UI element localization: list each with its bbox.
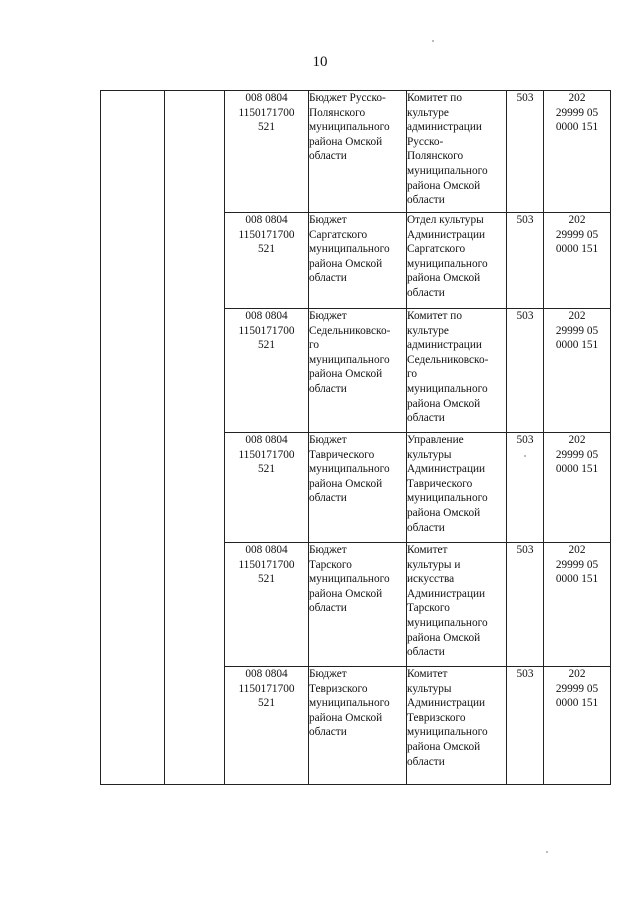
revenue-code-cell-line: 202 [568, 668, 586, 680]
administrator-code-cell: 503 [507, 213, 544, 309]
administrator-name-cell-line: культуре [407, 324, 449, 337]
classification-code-cell-line: 1150171700 [238, 558, 295, 571]
administrator-name-cell-line: Седельниковско- [407, 353, 489, 366]
administrator-name-cell-line: Администрации [407, 587, 486, 600]
administrator-name-cell [407, 433, 507, 543]
budget-name-cell [309, 667, 407, 785]
budget-name-cell-line: Таврического [309, 448, 375, 461]
administrator-name-cell-line: Администрации [407, 228, 486, 241]
budget-name-cell-line: муниципального [309, 243, 390, 256]
classification-code-cell-line: 008 0804 [245, 544, 288, 556]
administrator-name-cell [407, 667, 507, 785]
administrator-name-cell-line: муниципального [407, 164, 488, 177]
classification-code-cell-line: 008 0804 [245, 92, 288, 104]
administrator-name-cell-line: области [407, 521, 445, 534]
budget-name-cell-line: района Омской [309, 257, 383, 270]
budget-name-cell-line: муниципального [309, 463, 390, 476]
administrator-name-cell [407, 543, 507, 667]
administrator-name-cell-line: Комитет [407, 544, 448, 556]
classification-code-cell-line: 1150171700 [238, 448, 295, 461]
revenue-code-cell-line: 29999 05 [555, 682, 599, 695]
administrator-name-cell-line: Полянского [407, 150, 464, 163]
budget-name-cell-line: Бюджет [309, 668, 347, 680]
administrator-code-cell: 503 [507, 667, 544, 785]
classification-code-cell [225, 91, 309, 213]
classification-code-cell [225, 309, 309, 433]
administrator-name-cell-line: муниципального [407, 257, 488, 270]
administrator-name-cell-line: культуре [407, 106, 449, 119]
administrator-code-cell: 503 [507, 91, 544, 213]
administrator-name-cell-line: области [407, 286, 445, 299]
budget-name-cell-line: области [309, 492, 347, 505]
classification-code-cell-line: 521 [258, 121, 275, 134]
administrator-code-cell: 503 [507, 543, 544, 667]
revenue-code-cell-line: 0000 151 [555, 339, 599, 352]
administrator-name-cell-line: го [407, 368, 418, 381]
classification-code-cell-line: 008 0804 [245, 214, 288, 226]
administrator-name-cell-line: Саргатского [407, 243, 466, 256]
administrator-name-cell-line: Администрации [407, 463, 486, 476]
classification-code-cell [225, 667, 309, 785]
administrator-name-cell-line: муниципального [407, 726, 488, 739]
page-number: 10 [312, 54, 328, 70]
classification-code-cell-line: 008 0804 [245, 310, 288, 322]
classification-code-cell-line: 521 [258, 243, 275, 256]
administrator-name-cell-line: администрации [407, 339, 482, 352]
administrator-name-cell-line: Комитет [407, 668, 448, 680]
classification-code-cell [225, 543, 309, 667]
revenue-code-cell-line: 202 [568, 544, 586, 556]
budget-name-cell-line: области [309, 382, 347, 395]
budget-name-cell-line: Полянского [309, 106, 366, 119]
revenue-code-cell-line: 0000 151 [555, 573, 599, 586]
left-empty-column [101, 91, 165, 785]
budget-name-cell [309, 543, 407, 667]
budget-name-cell [309, 309, 407, 433]
administrator-name-cell-line: области [407, 412, 445, 425]
revenue-code-cell-line: 29999 05 [555, 558, 599, 571]
revenue-code-cell-line: 0000 151 [555, 463, 599, 476]
budget-name-cell-line: Тарского [309, 558, 352, 571]
administrator-name-cell-line: Русско- [407, 135, 444, 148]
administrator-name-cell-line: культуры и [407, 558, 461, 571]
classification-code-cell-line: 008 0804 [245, 434, 288, 446]
administrator-name-cell-line: Комитет по [407, 310, 463, 322]
revenue-code-cell-line: 202 [568, 434, 586, 446]
table-row [101, 91, 611, 213]
revenue-code-cell-line: 0000 151 [555, 243, 599, 256]
budget-name-cell-line: области [309, 150, 347, 163]
administrator-name-cell-line: администрации [407, 121, 482, 134]
administrator-name-cell-line: культуры [407, 448, 452, 461]
classification-code-cell-line: 521 [258, 573, 275, 586]
administrator-name-cell-line: Администрации [407, 697, 486, 710]
revenue-code-cell-line: 29999 05 [555, 448, 599, 461]
budget-name-cell-line: го [309, 339, 320, 352]
budget-name-cell-line: области [309, 726, 347, 739]
administrator-name-cell-line: муниципального [407, 382, 488, 395]
administrator-name-cell-line: муниципального [407, 616, 488, 629]
revenue-code-cell-line: 202 [568, 92, 586, 104]
administrator-name-cell-line: района Омской [407, 397, 481, 410]
administrator-name-cell-line: района Омской [407, 272, 481, 285]
budget-name-cell-line: Бюджет [309, 310, 347, 322]
revenue-code-cell-line: 29999 05 [555, 106, 599, 119]
administrator-name-cell [407, 91, 507, 213]
budget-name-cell-line: муниципального [309, 121, 390, 134]
revenue-code-cell-line: 29999 05 [555, 228, 599, 241]
administrator-name-cell [407, 309, 507, 433]
budget-name-cell-line: муниципального [309, 697, 390, 710]
budget-name-cell-line: области [309, 602, 347, 615]
administrator-name-cell-line: области [407, 194, 445, 207]
administrator-name-cell-line: искусства [407, 573, 455, 586]
administrator-name-cell-line: района Омской [407, 631, 481, 644]
classification-code-cell-line: 1150171700 [238, 228, 295, 241]
administrator-name-cell-line: Тарского [407, 602, 450, 615]
budget-name-cell-line: Бюджет [309, 434, 347, 446]
administrator-name-cell-line: Отдел культуры [407, 214, 484, 226]
administrator-name-cell-line: района Омской [407, 179, 481, 192]
administrator-name-cell-line: Комитет по [407, 92, 463, 104]
classification-code-cell-line: 1150171700 [238, 682, 295, 695]
budget-name-cell-line: Бюджет Русско- [309, 92, 386, 104]
administrator-name-cell-line: области [407, 646, 445, 659]
classification-code-cell-line: 521 [258, 463, 275, 476]
budget-name-cell-line: Саргатского [309, 228, 368, 241]
administrator-code-cell: 503 [507, 433, 544, 543]
budget-name-cell [309, 213, 407, 309]
administrator-name-cell [407, 213, 507, 309]
administrator-name-cell-line: культуры [407, 682, 452, 695]
scan-speck [432, 40, 434, 42]
classification-code-cell-line: 521 [258, 339, 275, 352]
budget-name-cell-line: муниципального [309, 353, 390, 366]
revenue-code-cell [544, 667, 611, 785]
classification-code-cell [225, 433, 309, 543]
administrator-code-cell: 503 [507, 309, 544, 433]
revenue-code-cell [544, 309, 611, 433]
budget-name-cell [309, 91, 407, 213]
revenue-code-cell [544, 91, 611, 213]
budget-name-cell-line: муниципального [309, 573, 390, 586]
budget-name-cell-line: района Омской [309, 711, 383, 724]
scan-speck [546, 851, 548, 853]
revenue-code-cell-line: 202 [568, 310, 586, 322]
administrator-name-cell-line: района Омской [407, 740, 481, 753]
administrator-name-cell-line: Управление [407, 434, 464, 446]
administrator-name-cell-line: муниципального [407, 492, 488, 505]
budget-name-cell-line: района Омской [309, 368, 383, 381]
administrator-name-cell-line: района Омской [407, 506, 481, 519]
budget-name-cell-line: области [309, 272, 347, 285]
budget-name-cell-line: района Омской [309, 135, 383, 148]
classification-code-cell-line: 008 0804 [245, 668, 288, 680]
revenue-code-cell [544, 213, 611, 309]
administrator-name-cell-line: области [407, 755, 445, 768]
revenue-code-cell [544, 543, 611, 667]
budget-name-cell-line: Седельниковско- [309, 324, 391, 337]
classification-code-cell-line: 1150171700 [238, 324, 295, 337]
budget-name-cell-line: Тевризского [309, 682, 368, 695]
revenue-code-cell-line: 29999 05 [555, 324, 599, 337]
budget-name-cell-line: Бюджет [309, 214, 347, 226]
administrator-name-cell-line: Таврического [407, 477, 473, 490]
classification-code-cell-line: 1150171700 [238, 106, 295, 119]
revenue-code-cell [544, 433, 611, 543]
budget-name-cell-line: района Омской [309, 477, 383, 490]
budget-name-cell-line: района Омской [309, 587, 383, 600]
budget-name-cell [309, 433, 407, 543]
classification-code-cell [225, 213, 309, 309]
budget-name-cell-line: Бюджет [309, 544, 347, 556]
classification-code-cell-line: 521 [258, 697, 275, 710]
revenue-code-cell-line: 0000 151 [555, 121, 599, 134]
second-empty-column [165, 91, 225, 785]
revenue-code-cell-line: 0000 151 [555, 697, 599, 710]
administrator-name-cell-line: Тевризского [407, 711, 466, 724]
revenue-code-cell-line: 202 [568, 214, 586, 226]
budget-allocation-table [100, 90, 611, 785]
